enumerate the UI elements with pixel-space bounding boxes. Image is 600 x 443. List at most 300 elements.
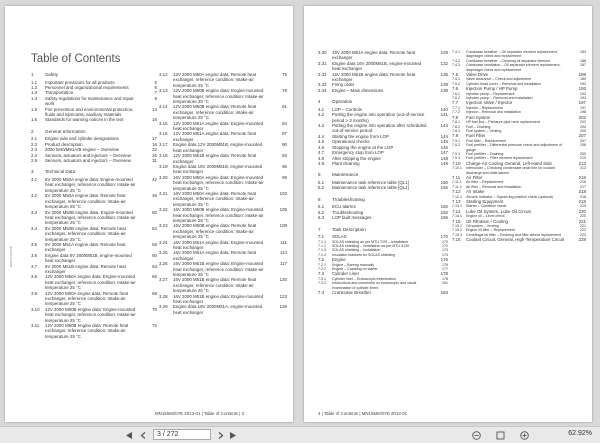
entry-page: 17 [152,136,157,142]
entry-title: Lube Oil System, Lube Oil Circuit [466,208,531,214]
entry-page: 93 [282,153,287,159]
toc-entry [31,323,157,339]
toc-subentry [452,63,586,72]
entry-number: 7.15.3 [452,232,462,237]
toc-entry [159,277,287,293]
entry-title: Personnel and organizational requirements [45,85,129,90]
entry-title: SOLAS shielding – Installation [332,248,381,253]
entry-number: 3.21 [159,190,168,196]
toc-entry [159,191,287,207]
entry-title: Crankcase ventilation – Oil separator element replacement, diaphragm check and replacement [466,63,561,72]
entry-title: Putting the engine into operation after scheduled out-of-service period [332,123,427,134]
entry-number: 3.34 [318,87,327,93]
entry-title: Safety regulations for maintenance and repair work [45,95,134,107]
entry-page: 96 [282,163,287,169]
entry-title: Coolant Circuit, General, High-Temperature Circuit [466,237,565,243]
toc-section-heading [31,72,157,78]
entry-page: 143 [440,123,448,129]
entry-page: 132 [440,60,448,66]
entry-page: 193 [580,91,586,96]
entry-title: Engine oil – Level check [466,214,505,219]
entry-page: 150 [440,179,448,185]
entry-number: 7.9.3 [452,151,460,156]
entry-page: 5 [154,79,157,85]
entry-page: 149 [440,160,448,166]
entry-title: 12V 2000 M51A engine data: Remote heat exchanger [173,131,256,142]
entry-title: Fuel Filter [466,133,486,139]
entry-title: Engine – Cranking on starter [332,266,378,271]
entry-title: 2000 M40/M91A/B engine – Overview [45,147,119,153]
entry-number: 3.5 [31,241,38,247]
entry-page: 187 [580,63,586,68]
toc-entry [159,153,287,164]
entry-title: Injection pump – Removal and installation [466,96,533,101]
entry-title: 12V 2000 M50B engine data: Engine-mounted heat exchanger, reference condition: Intake-air temperature 25 °C [45,306,136,323]
toc-section-heading [318,197,448,203]
entry-number: 3.31 [318,60,327,66]
toc-entry [159,121,287,132]
entry-number: 7.6 [452,86,459,92]
entry-title: 8V 2000 M51A engine data: Remote heat exchanger [45,241,126,253]
entry-number: 3.26 [159,261,168,267]
entry-number: 7.8.3 [452,128,460,133]
entry-page: 170 [442,239,448,244]
entry-page: 63 [152,263,157,269]
toc-entry [159,131,287,142]
entry-page: 221 [580,224,586,229]
entry-number: 7.3 [318,271,325,277]
entry-page: 197 [578,100,586,106]
entry-page: 108 [279,223,287,229]
toc-entry [31,307,157,323]
entry-number: 1.4 [31,95,38,101]
entry-number: 4 [318,99,321,105]
entry-page: 218 [578,189,586,195]
toc-entry [31,291,157,307]
entry-number: 3.18 [159,153,168,159]
entry-number: 7.1.2 [318,243,326,248]
zoom-in-button[interactable] [518,430,530,440]
entry-title: Troubleshooting [332,196,365,202]
entry-page: 219 [580,204,586,209]
entry-page: 129 [440,50,448,55]
entry-title: 8V 2000 M50B engine data: Remote heat exchanger, reference condition: Intake-air temperature 25 °C [45,225,126,242]
toc-entry [31,107,157,118]
entry-page: 105 [279,207,287,213]
next-page-button[interactable] [215,430,225,440]
toc-entry [159,294,287,305]
entry-title: 12V 2000 M50A engine data: Engine-mounted heat exchanger, reference condition: Intake-air temperature 25 °C [45,274,136,291]
entry-number: 5 [318,172,321,178]
entry-title: Injector – Removal and installation [466,110,521,115]
entry-title: Safety [45,72,59,77]
entry-page: 31 [152,158,157,164]
entry-number: 4.2 [318,112,325,118]
zoom-out-icon [472,431,481,440]
entry-number: 7.4.2 [452,58,460,63]
entry-number: 6.3 [318,215,325,221]
last-page-button[interactable] [228,430,238,440]
page-title: Table of Contents [31,53,121,65]
right-page [304,6,592,422]
zoom-out-button[interactable] [470,430,482,440]
toc-section-heading [318,227,448,233]
entry-title: Technical Data [45,169,76,175]
entry-page: 193 [578,86,586,92]
entry-page: 66 [152,274,157,280]
toc-entry [318,290,448,295]
entry-title: Engine data 8V 2000M51B, engine-mounted heat exchanger [45,252,132,264]
entry-page: 207 [578,133,586,139]
entry-page: 145 [440,139,448,145]
entry-number: 7.1.4 [318,252,326,257]
entry-page: 46 [152,193,157,199]
toc-entry [159,88,287,104]
entry-title: Valve clearance – Check and adjustment [466,77,532,82]
toc-section-heading [318,172,448,178]
entry-number: 3.20 [159,174,168,180]
entry-page: 184 [580,50,586,54]
toc-entry [31,193,157,209]
toc-subentry [318,281,448,290]
entry-title: LOP – Controls [332,106,362,112]
entry-number: 7.12.1 [452,194,462,199]
entry-title: Injector – Replacement [466,105,503,110]
entry-number: 7.6.2 [452,96,460,101]
entry-title: 16V 2000 M51B engine data: Remote heat exchanger [332,71,416,83]
entry-title: Cylinder head cover – Removal and installation [466,81,542,86]
toc-entry [159,261,287,277]
entry-page: 22 [152,147,157,153]
entry-page: 181 [442,281,448,286]
entry-number: 5.1 [318,179,325,185]
entry-page: 213 [578,160,586,166]
entry-title: Fuel System [466,114,491,120]
entry-page: 114 [280,250,287,256]
entry-page: 210 [580,156,586,161]
entry-title: SOLAS [332,234,347,240]
entry-page: 213 [580,166,586,171]
entry-number: 7.14 [452,208,461,214]
toc-entry [159,175,287,191]
entry-number: 7.9.4 [452,156,460,161]
entry-number: 6.2 [318,209,325,215]
entry-title: Sensors, actuators and injectors – Overview [45,152,131,158]
entry-number: 6.1 [318,204,325,210]
entry-page: 220 [578,208,586,214]
entry-title: Fuel prefilter – Draining [466,151,504,156]
entry-page: 75 [282,72,287,77]
entry-page: 197 [580,105,586,110]
entry-page: 204 [580,124,586,129]
entry-title: Operational checks [332,139,370,145]
toc-entry [31,253,157,264]
entry-page: 68 [152,290,157,296]
entry-title: 16V 2000 M51B engine data: Engine-mounted heat exchanger [173,293,264,305]
toc-entry [159,164,287,175]
first-page-button[interactable] [138,430,148,440]
entry-title: Cylinder liner – Endoscopic examination [332,276,396,281]
toc-entry [159,304,287,315]
entry-number: 3.10 [31,306,40,312]
entry-number: 3.25 [159,250,168,256]
entry-title: Maintenance task reference table [QL1] [332,185,409,191]
entry-page: 207 [580,138,586,143]
page-number-value: 3 / 272 [157,431,179,438]
entry-title: Intercooler – Checking condensate drain line for coolant discharge and obstructions [466,166,555,175]
entry-number: 4.9 [318,160,325,166]
entry-number: 7.1.1 [318,239,326,244]
entry-title: Starting the engine from LOP [332,133,389,139]
entry-page: 228 [578,237,586,243]
entry-title: Standards for warning notices in the text [45,117,124,123]
entry-title: Plant cleaning [332,160,360,166]
entry-title: Cylinder Liner [332,271,360,277]
entry-page: 135 [440,71,448,77]
entry-number: 7.11 [452,174,461,180]
toc-entry [159,250,287,261]
entry-title: 12V 2000 M50B engine data: Engine-mounted heat exchanger, reference condition: Intake-air temperature 25 °C [173,88,264,105]
toc-entry [31,96,157,107]
entry-title: 8V 2000 M50A engine data: Engine-mounted heat exchanger, reference condition: Intake-air temperature 25 °C [45,177,136,193]
entry-page: 216 [578,174,586,180]
page-number-input[interactable] [153,429,211,440]
entry-number: 3.17 [159,142,168,148]
entry-page: 126 [279,304,287,310]
entry-number: 7.14.1 [452,214,462,219]
document-id-mark: MN15550/07E [9,246,13,268]
entry-page: 173 [442,248,448,253]
toc-entry [31,274,157,290]
entry-page: 222 [580,228,586,233]
toc-section-heading [31,129,157,135]
entry-number: 3.16 [159,131,168,137]
toc-entry [159,207,287,223]
entry-title: 16V 2000 M50A engine data: Engine-mounted heat exchanger, reference condition: Intake-air temperature 25 °C [173,174,264,191]
toc-entry [31,264,157,275]
entry-number: 1.6 [31,117,38,123]
entry-page: 208 [580,143,586,148]
entry-page: 198 [580,110,586,115]
entry-page: 155 [440,185,448,191]
entry-title: Centrifugal oil filter – Cleaning and filter sleeve replacement [466,232,561,237]
toc-entry [318,185,448,190]
entry-page: 72 [152,323,157,329]
toc-entry [31,242,157,253]
entry-number: 7.8.2 [452,124,460,129]
entry-title: Starting Equipment [466,199,504,204]
toc-entry [318,72,448,83]
entry-page: 217 [580,184,586,189]
entry-title: 12V 2000 M51A engine data: Engine-mounted heat exchanger [173,120,264,132]
entry-title: 16V 2000 M51B engine data: Remote heat exchanger, reference condition: Intake-air temperature 25 °C [173,277,257,294]
entry-page: 189 [578,72,586,78]
entry-number: 7.6.1 [452,91,460,96]
entry-page: 176 [442,262,448,267]
entry-number: 7 [318,226,321,232]
entry-number: 7.8.1 [452,120,460,125]
entry-number: 2.1 [31,136,38,142]
entry-title: Air Filter [466,174,483,180]
entry-title: Engine side and cylinder designations [45,136,119,142]
entry-page: 16 [152,117,157,123]
entry-page: 209 [580,151,586,156]
entry-page: 202 [580,120,586,125]
toc-entry [318,161,448,166]
entry-title: Fuel system – Venting [466,128,502,133]
entry-page: 78 [282,88,287,94]
entry-title: Engine data 16V 2000M51B, engine-mounted heat exchanger [173,163,263,175]
entry-title: 16V 2000 M51A engine data: Remote heat exchanger [173,250,256,261]
toc-subentry [452,50,586,59]
entry-number: 7.2.1 [318,262,326,267]
entry-number: 3.30 [318,50,327,55]
entry-page: 54 [152,225,157,231]
entry-page: 186 [580,58,586,63]
entry-title: 16V 2000 M50A engine data: Remote heat exchanger, reference condition: Intake-air temperature 25 °C [173,190,256,207]
entry-page: 139 [440,87,448,93]
entry-title: General Information [45,128,86,134]
entry-page: 216 [580,180,586,185]
entry-title: Air filter – Replacement [466,180,504,185]
entry-page: 219 [578,199,586,204]
toc-entry [31,117,157,122]
toc-section-heading [31,169,157,175]
entry-number: 4.1 [318,106,325,112]
page-footer: MN15550/07E 2013-01 | Table of Contents | 3 [155,411,245,416]
entry-page: 138 [440,82,448,88]
entry-title: Putting the engine into operation (out-of-service period > 3 months) [332,112,425,123]
entry-page: 176 [440,257,448,263]
entry-title: Injection Valve / Injector [466,100,513,106]
entry-page: 192 [580,81,586,86]
entry-page: 178 [442,276,448,281]
entry-number: 3.24 [159,239,168,245]
entry-title: Fuel prefilter – Differential pressure check and adjustment of gauge [466,143,563,152]
entry-number: 4.5 [318,139,325,145]
entry-title: Engine data 16V 2000M51A, engine-mounted heat exchanger [173,304,263,315]
entry-title: 16V 2000 M51A engine data: Remote heat exchanger [332,50,415,61]
entry-page: 170 [440,234,448,240]
toc-entry [318,112,448,123]
entry-number: 7.11.2 [452,184,462,189]
entry-number: 3.13 [159,88,168,94]
entry-number: 7.16 [452,237,461,243]
entry-title: Air filter – Removal and installation [466,184,522,189]
entry-number: 7.5.1 [452,77,460,82]
entry-page: 220 [580,214,586,219]
entry-title: Sensors, actuators and injectors – Overview [45,158,131,164]
entry-page: 25 [152,152,157,158]
entry-number: 3.9 [31,290,38,296]
entry-number: 4.6 [318,144,325,150]
entry-page: 144 [440,133,448,139]
entry-page: 140 [440,106,448,112]
entry-page: 102 [279,190,287,196]
entry-title: 12V 2000 M50A engine data: Remote heat exchanger, reference condition: Intake-air temperature 25 °C [45,290,128,307]
entry-number: 3.27 [159,277,168,283]
entry-title: 16V 2000 M51A engine data: Engine-mounted heat exchanger [173,239,264,250]
entry-number: 3.2 [31,193,38,199]
entry-number: 7.1 [318,234,325,240]
toc-entry [159,72,287,88]
entry-title: Insulation blankets for SOLAS shielding [332,252,396,257]
entry-title: Important provisions for all products [45,79,115,85]
toc-entry [318,88,448,93]
entry-page: 218 [580,194,586,199]
toc-entry [159,104,287,120]
entry-page: 117 [280,261,287,267]
entry-page: 148 [440,155,448,161]
entry-number: 7.5.2 [452,81,460,86]
entry-number: 3.11 [31,323,40,329]
entry-page: 111 [280,239,287,245]
entry-number: 7.8 [452,114,459,120]
fit-width-button[interactable] [494,430,506,440]
toc-column-left [31,72,157,339]
entry-number: 1.5 [31,106,38,112]
entry-number: 3.33 [318,82,327,88]
chevron-left-icon [140,432,147,439]
entry-number: 7.15.2 [452,228,462,233]
entry-title: Emergency stop from LOP [332,150,384,156]
entry-number: 1.3 [31,90,38,96]
entry-page: 60 [152,252,157,258]
entry-page: 90 [282,142,287,148]
entry-number: 3.7 [31,263,38,269]
entry-number: 3.14 [159,104,168,110]
previous-page-button[interactable] [124,430,134,440]
entry-title: Engine – Main dimensions [332,87,384,93]
entry-title: Engine data 16V 2000M51B, engine-mounted heat exchanger [332,60,422,72]
toc-entry [452,237,586,242]
entry-title: Fuel prefilter – Filter element replacement [466,156,533,161]
entry-title: HP fuel line – Pressure pipe neck replacement [466,120,540,125]
entry-title: Maintenance task reference table [QL1] [332,179,409,185]
toc-entry [31,226,157,242]
toc-entry [318,50,448,61]
entry-number: 3.6 [31,252,38,258]
zoom-level[interactable]: 62.92% [568,430,592,437]
entry-number: 3.29 [159,304,168,310]
entry-page: 18 [152,141,157,147]
entry-number: 7.4 [318,290,325,295]
toc-entry [318,123,448,134]
entry-title: 12V 2000 M51B engine data: Remote heat exchanger [173,153,257,164]
entry-number: 7.7.1 [452,105,460,110]
entry-title: 8V 2000 M50A engine data: Remote heat exchanger, reference condition: Intake-air temperature 25 °C [45,193,126,210]
entry-title: Crankcase breather – Oil separator element replacement, diaphragm check and replacement [466,50,558,59]
entry-title: LOP fault messages [332,215,372,221]
entry-title: Maintenance [332,172,359,178]
entry-number: 3.28 [159,293,168,299]
entry-number: 6 [318,196,321,202]
toc-subentry [452,143,586,152]
entry-title: Instructions and comments on endoscopic and visual examination of cylinder liners [332,281,417,290]
entry-title: Crankcase breather – Cleaning oil separator element [466,58,551,63]
entry-page: 202 [578,114,586,120]
entry-title: 8V 2000 M51B engine data: Remote heat exchanger [45,263,126,274]
entry-title: Troubleshooting [332,209,364,215]
entry-page: 8 [154,95,157,101]
entry-page: 58 [152,241,157,247]
toc-section-heading [318,99,448,105]
toc-column-right [159,72,287,315]
entry-number: 3.8 [31,274,38,280]
entry-page: 81 [282,104,287,110]
entry-title: Fire prevention and environmental protection, fluids and lubricants, auxiliary materials [45,106,134,118]
entry-number: 3.12 [159,72,168,77]
